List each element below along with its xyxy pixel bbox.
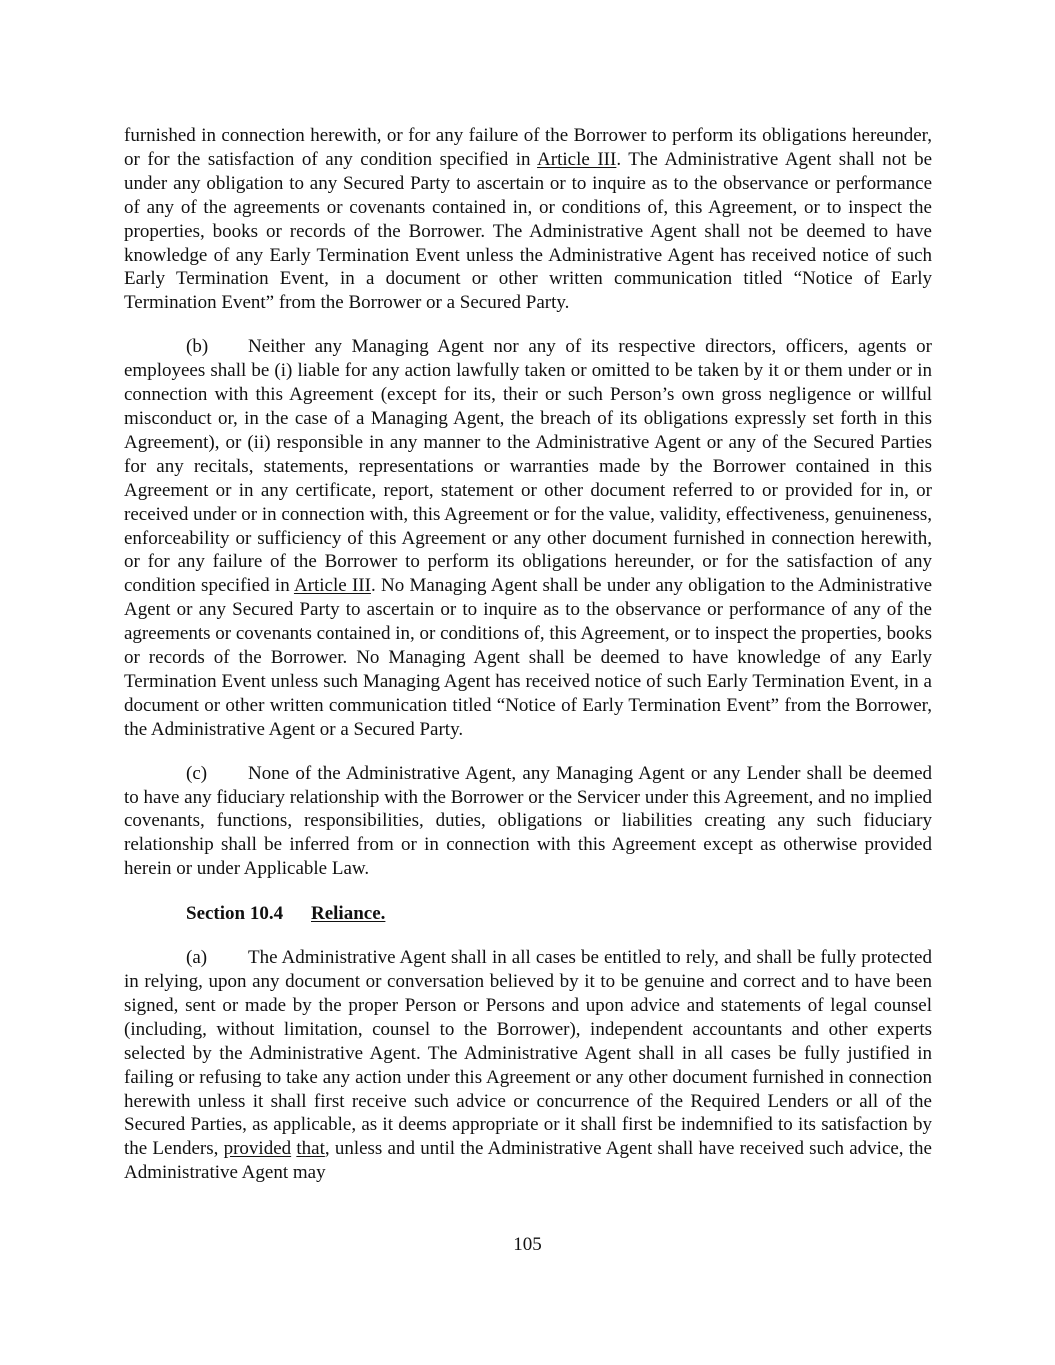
paragraph-label: (a) [186, 947, 208, 969]
paragraph-label: (b) [186, 336, 209, 358]
page-number: 105 [513, 1234, 542, 1255]
section-heading [124, 902, 932, 926]
section-number: Section 10.4 [186, 903, 284, 925]
article-iii-reference: Article III [537, 148, 617, 170]
paragraph-text: furnished in connection herewith, or for any failure of the Borrower to perform its obligations hereunder, or for the satisfaction of any condition specified in [124, 125, 932, 170]
paragraph-text: . No Managing Agent shall be under any obligation to the Administrative Agent or any Secured Party to ascertain or to inquire as to the observance or performance of any of the agreements or covenants contained in, or conditions of, this Agreement, or to inspect the properties, books or records of the Borrower. No Managing Agent shall be deemed to have knowledge of any Early Termination Event unless such Managing Agent has received notice of such Early Termination Event, in a document or other written communication titled “Notice of Early Termination Event” from the Borrower, the Administrative Agent or a Secured Party. [124, 575, 932, 740]
that-term: that [296, 1138, 325, 1160]
article-iii-reference: Article III [293, 575, 371, 597]
paragraph-text: The Administrative Agent shall in all cases be entitled to rely, and shall be fully protected in relying, upon any document or conversation believed by it to be genuine and correct and to have been signed, sent or made by the proper Person or Persons and upon advice and statements of legal counsel (including, without limitation, counsel to the Borrower), independent accountants and other experts selected by the Administrative Agent. The Administrative Agent shall in all cases be fully justified in failing or refusing to take any action under this Agreement or any other document furnished in connection herewith unless it shall first receive such advice or concurrence of the Required Lenders or all of the Secured Parties, as applicable, as it deems appropriate or it shall first be indemnified to its satisfaction by the Lenders, [124, 947, 932, 1160]
paragraph-text: Neither any Managing Agent nor any of its respective directors, officers, agents or employees shall be (i) liable for any action lawfully taken or omitted to be taken by it or them under or in connection with this Agreement (except for its, their or such Person’s own gross negligence or willful misconduct or, in the case of a Managing Agent, the breach of its obligations expressly set forth in this Agreement), or (ii) responsible in any manner to the Administrative Agent or any of the Secured Parties for any recitals, statements, representations or warranties made by the Borrower contained in this Agreement or in any certificate, report, statement or other document referred to or provided for in, or received under or in connection with, this Agreement or for the value, validity, effectiveness, genuineness, enforceability or sufficiency of this Agreement or any other document furnished in connection herewith, or for any failure of the Borrower to perform its obligations hereunder, or for the satisfaction of any condition specified in [124, 336, 932, 597]
paragraph-text: , unless and until the Administrative Agent shall have received such advice, the Administrative Agent may [124, 1138, 932, 1184]
paragraph-reliance-a [124, 946, 932, 1185]
paragraph-text: None of the Administrative Agent, any Managing Agent or any Lender shall be deemed to have any fiduciary relationship with the Borrower or the Servicer under this Agreement, and no implied covenants, functions, responsibilities, duties, obligations or liabilities creating any such fiduciary relationship shall be inferred from or in connection with this Agreement except as otherwise provided herein or under Applicable Law. [124, 762, 932, 880]
provided-term: provided [223, 1138, 292, 1160]
paragraph-b [124, 335, 932, 741]
paragraph-c [124, 762, 932, 882]
document-page [124, 124, 932, 1185]
paragraph-label: (c) [186, 762, 208, 784]
section-title: Reliance. [311, 903, 386, 925]
paragraph-a-continuation [124, 124, 932, 315]
paragraph-text: . The Administrative Agent shall not be under any obligation to any Secured Party to ascertain or to inquire as to the observance or performance of any of the agreements or covenants contained in, or conditions of, this Agreement, or to inspect the properties, books or records of the Borrower. The Administrative Agent shall not be deemed to have knowledge of any Early Termination Event unless the Administrative Agent has received notice of such Early Termination Event, in a document or other written communication titled “Notice of Early Termination Event” from the Borrower or a Secured Party. [124, 148, 932, 314]
